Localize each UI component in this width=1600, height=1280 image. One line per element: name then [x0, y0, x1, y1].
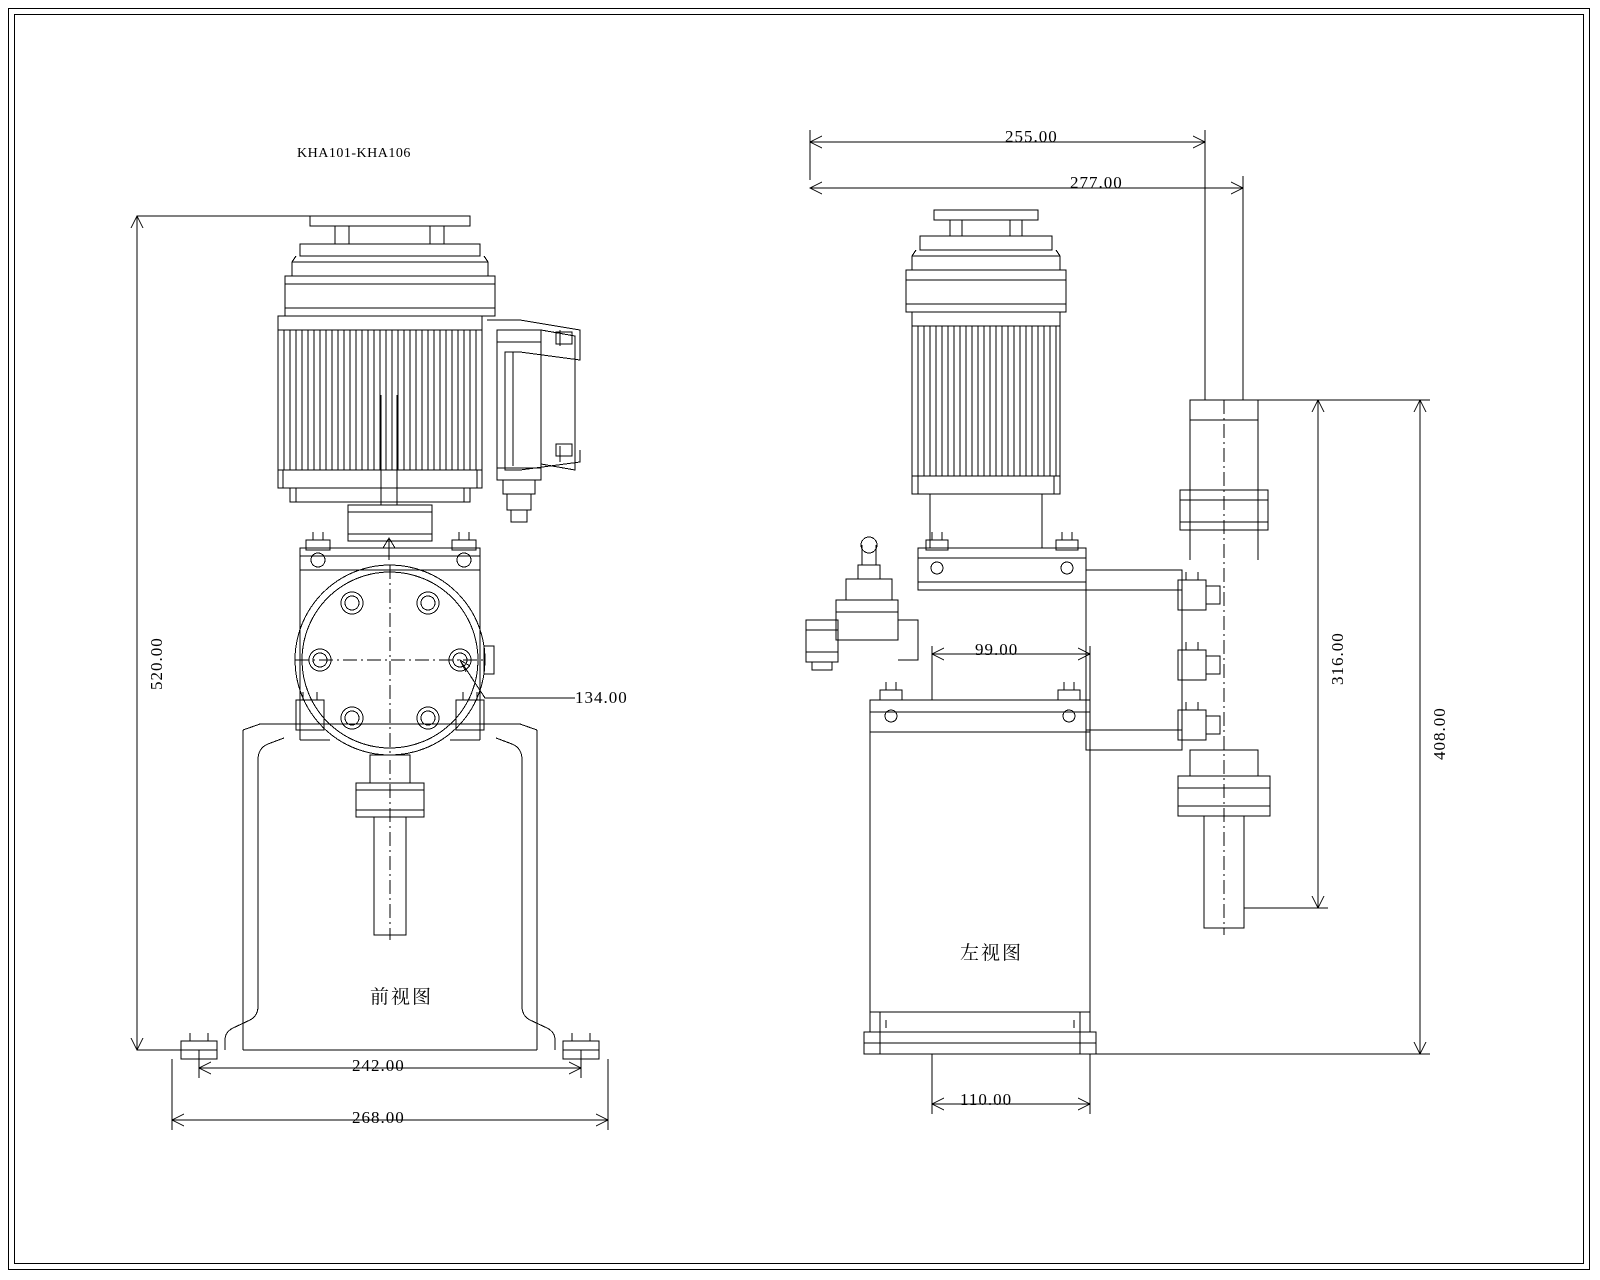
- dim-left-right-316: 316.00: [1328, 632, 1347, 685]
- left-view-geometry: [806, 210, 1270, 1054]
- left-view-dimensions: [810, 130, 1430, 1114]
- dim-left-top-277: 277.00: [1070, 173, 1123, 192]
- dim-front-height-520: 520.00: [147, 637, 166, 690]
- dim-left-mid-99: 99.00: [975, 640, 1019, 659]
- left-view-title: 左视图: [960, 943, 1024, 964]
- dim-left-bottom-110: 110.00: [960, 1090, 1013, 1109]
- front-view-title: 前视图: [370, 987, 434, 1008]
- dim-front-flange-134: 134.00: [575, 688, 628, 707]
- front-view-geometry: [181, 216, 599, 1059]
- dim-left-top-255: 255.00: [1005, 127, 1058, 146]
- dim-front-base-242: 242.00: [352, 1056, 405, 1075]
- dim-front-base-268: 268.00: [352, 1108, 405, 1127]
- part-code-label: KHA101-KHA106: [297, 146, 411, 161]
- dim-left-right-408: 408.00: [1430, 707, 1449, 760]
